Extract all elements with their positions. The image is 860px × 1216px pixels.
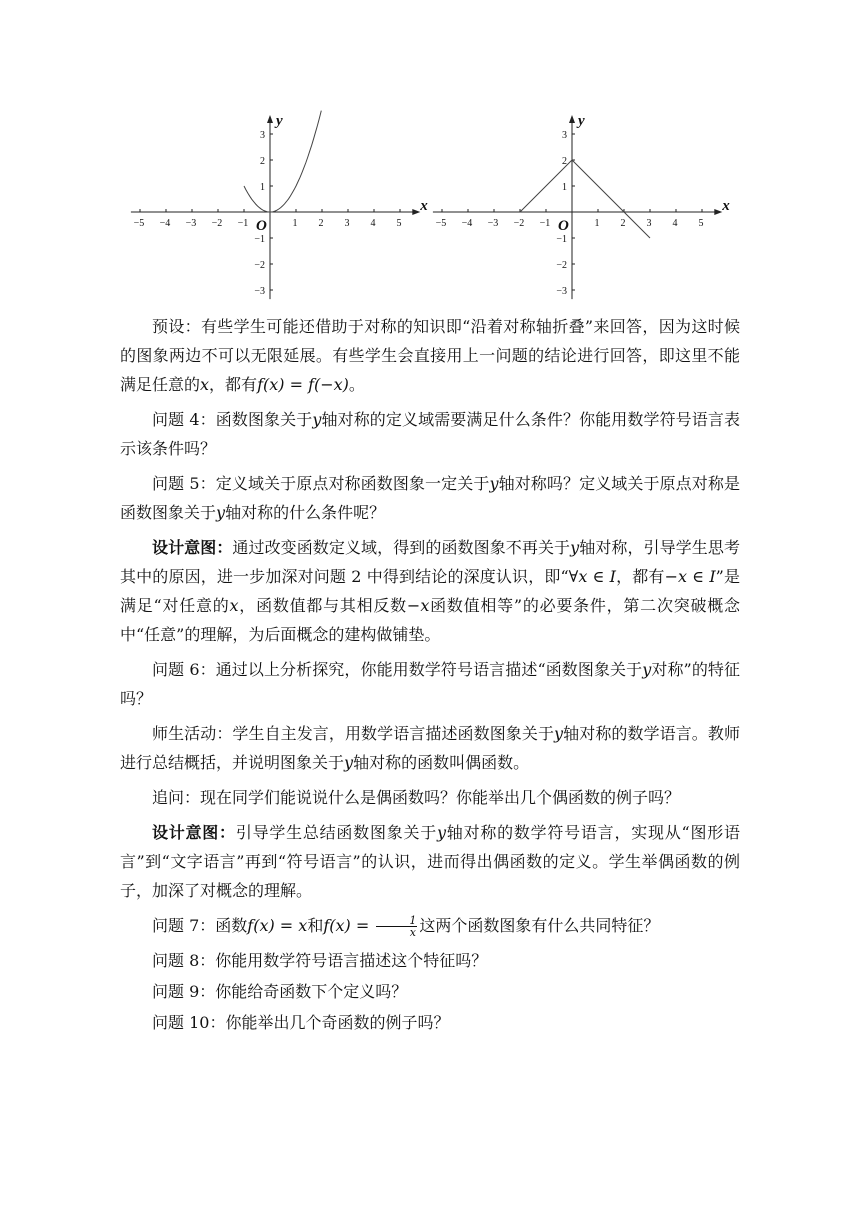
text: 轴对称，引导学生思考其中的原因，进一步加深对问题 2 中得到结论的深度认识，即“ xyxy=(120,538,740,586)
math: ∀x ∈ I xyxy=(568,567,616,586)
x-tick-label: −5 xyxy=(133,218,145,229)
x-tick-label: 3 xyxy=(344,218,350,229)
x-tick-label: −2 xyxy=(513,218,525,229)
paragraph-question-8 xyxy=(120,946,740,975)
math: y xyxy=(642,660,652,679)
fraction-denominator: x xyxy=(409,926,416,939)
math: y xyxy=(437,823,447,842)
text: 问题 5：定义域关于原点对称函数图象一定关于 xyxy=(152,474,490,493)
x-axis-arrow xyxy=(714,209,722,215)
text: 问题 9：你能给奇函数下个定义吗？ xyxy=(152,982,408,1001)
text: 引导学生总结函数图象关于 xyxy=(235,823,437,842)
y-tick-label: 3 xyxy=(562,130,567,141)
text: 问题 8：你能用数学符号语言描述这个特征吗？ xyxy=(152,951,488,970)
paragraph-design-intent-1 xyxy=(120,533,740,649)
text: 轴对称的数学符号语言，实现从“图形语言”到“文字语言”再到“符号语言”的认识，进而得出偶函数的定义。学生举偶函数的例子，加深了对概念的理解。 xyxy=(120,823,740,900)
text: 轴对称的函数叫偶函数。 xyxy=(353,753,530,772)
x-tick-label: 2 xyxy=(318,218,324,229)
y-axis-arrow xyxy=(569,115,575,123)
math: y xyxy=(216,503,226,522)
origin-label: O xyxy=(256,218,267,234)
y-tick-label: −2 xyxy=(254,260,265,271)
y-tick-label: 2 xyxy=(562,156,567,167)
math: f(x) = xyxy=(323,916,375,935)
y-tick-label: −3 xyxy=(254,286,265,297)
x-tick-label: 2 xyxy=(620,218,626,229)
x-axis-label: x xyxy=(420,198,428,214)
y-tick-label: 1 xyxy=(562,182,567,193)
y-tick-label: −2 xyxy=(556,260,567,271)
x-tick-label: −1 xyxy=(539,218,551,229)
y-tick-label: 2 xyxy=(260,156,265,167)
paragraph-design-intent-2 xyxy=(120,818,740,905)
graph-right-svg xyxy=(430,108,730,304)
paragraph-follow-up xyxy=(120,783,740,812)
text: 问题 10：你能举出几个奇函数的例子吗？ xyxy=(152,1013,450,1032)
text: 这两个函数图象有什么共同特征？ xyxy=(419,916,660,935)
paragraph-activity xyxy=(120,719,740,777)
math: f(x) = x xyxy=(247,916,308,935)
text: 追问：现在同学们能说说什么是偶函数吗？你能举出几个偶函数的例子吗？ xyxy=(152,788,681,807)
math: x xyxy=(229,596,239,615)
text: 轴对称的数学语言。教师进行总结概括，并说明图象关于 xyxy=(120,724,740,772)
text: 和 xyxy=(307,916,324,935)
x-tick-label: 1 xyxy=(594,218,600,229)
paragraph-question-10 xyxy=(120,1008,740,1037)
text: 问题 7：函数 xyxy=(152,916,248,935)
paragraph-question-4 xyxy=(120,405,740,463)
x-tick-label: −1 xyxy=(237,218,249,229)
paragraph-question-6 xyxy=(120,655,740,713)
y-axis-label: y xyxy=(276,113,283,129)
graph-right xyxy=(430,108,730,304)
x-tick-label: −4 xyxy=(461,218,473,229)
text: 轴对称吗？定义域关于原点对称是函数图象关于 xyxy=(120,474,740,522)
math: −x xyxy=(406,596,430,615)
text: 问题 4：函数图象关于 xyxy=(152,410,313,429)
text: ，都有 xyxy=(209,375,258,394)
document-body xyxy=(120,312,740,1039)
x-tick-label: −5 xyxy=(435,218,447,229)
math: y xyxy=(570,538,580,557)
x-tick-label: 4 xyxy=(672,218,678,229)
paragraph-preset xyxy=(120,312,740,399)
design-intent-label: 设计意图： xyxy=(152,538,233,557)
y-tick-label: −1 xyxy=(254,234,265,245)
x-tick-label: 5 xyxy=(396,218,402,229)
fraction-numerator: 1 xyxy=(376,915,417,927)
text: 问题 6：通过以上分析探究，你能用数学符号语言描述“函数图象关于 xyxy=(152,660,643,679)
y-tick-label: 1 xyxy=(260,182,265,193)
math: y xyxy=(554,724,564,743)
text: 对称”的特征吗？ xyxy=(120,660,741,708)
text: 师生活动：学生自主发言，用数学语言描述函数图象关于 xyxy=(152,724,555,743)
fraction xyxy=(376,915,417,938)
text: 。 xyxy=(348,375,365,394)
y-tick-label: −1 xyxy=(556,234,567,245)
text: ，都有 xyxy=(615,567,665,586)
y-tick-label: 3 xyxy=(260,130,265,141)
x-tick-label: −2 xyxy=(211,218,223,229)
x-axis-label: x xyxy=(722,198,730,214)
text: 函数值相等”的必要条件，第二次突破概念中“任意”的理解，为后面概念的建构做铺垫。 xyxy=(120,596,740,644)
y-tick-label: −3 xyxy=(556,286,567,297)
text: ，函数值都与其相反数 xyxy=(238,596,407,615)
x-tick-label: 5 xyxy=(698,218,704,229)
text: 通过改变函数定义域，得到的函数图象不再关于 xyxy=(232,538,571,557)
x-tick-label: 3 xyxy=(646,218,652,229)
text: 预设：有些学生可能还借助于对称的知识即“沿着对称轴折叠”来回答，因为这时候的图象两边不可以无限延展。有些学生会直接用上一问题的结论进行回答，即这里不能满足任意的 xyxy=(120,317,740,394)
x-tick-label: −3 xyxy=(487,218,499,229)
design-intent-label: 设计意图： xyxy=(152,823,236,842)
paragraph-question-9 xyxy=(120,977,740,1006)
y-axis-label: y xyxy=(578,113,585,129)
paragraph-question-5 xyxy=(120,469,740,527)
math: y xyxy=(344,753,354,772)
text: 轴对称的什么条件呢？ xyxy=(225,503,386,522)
text: ”是满足“对任意的 xyxy=(120,567,740,615)
math: −x ∈ I xyxy=(664,567,716,586)
graph-left xyxy=(128,108,428,304)
math: y xyxy=(489,474,499,493)
x-axis-arrow xyxy=(412,209,420,215)
x-tick-label: 1 xyxy=(292,218,298,229)
origin-label: O xyxy=(558,218,569,234)
math: f(x) = f(−x) xyxy=(257,375,349,394)
x-tick-label: −3 xyxy=(185,218,197,229)
y-axis-arrow xyxy=(267,115,273,123)
graph-left-svg xyxy=(128,108,428,304)
math: y xyxy=(312,410,322,429)
x-tick-label: 4 xyxy=(370,218,376,229)
text: 轴对称的定义域需要满足什么条件？你能用数学符号语言表示该条件吗？ xyxy=(120,410,740,458)
paragraph-question-7 xyxy=(120,911,740,940)
math: x xyxy=(200,375,210,394)
x-tick-label: −4 xyxy=(159,218,171,229)
